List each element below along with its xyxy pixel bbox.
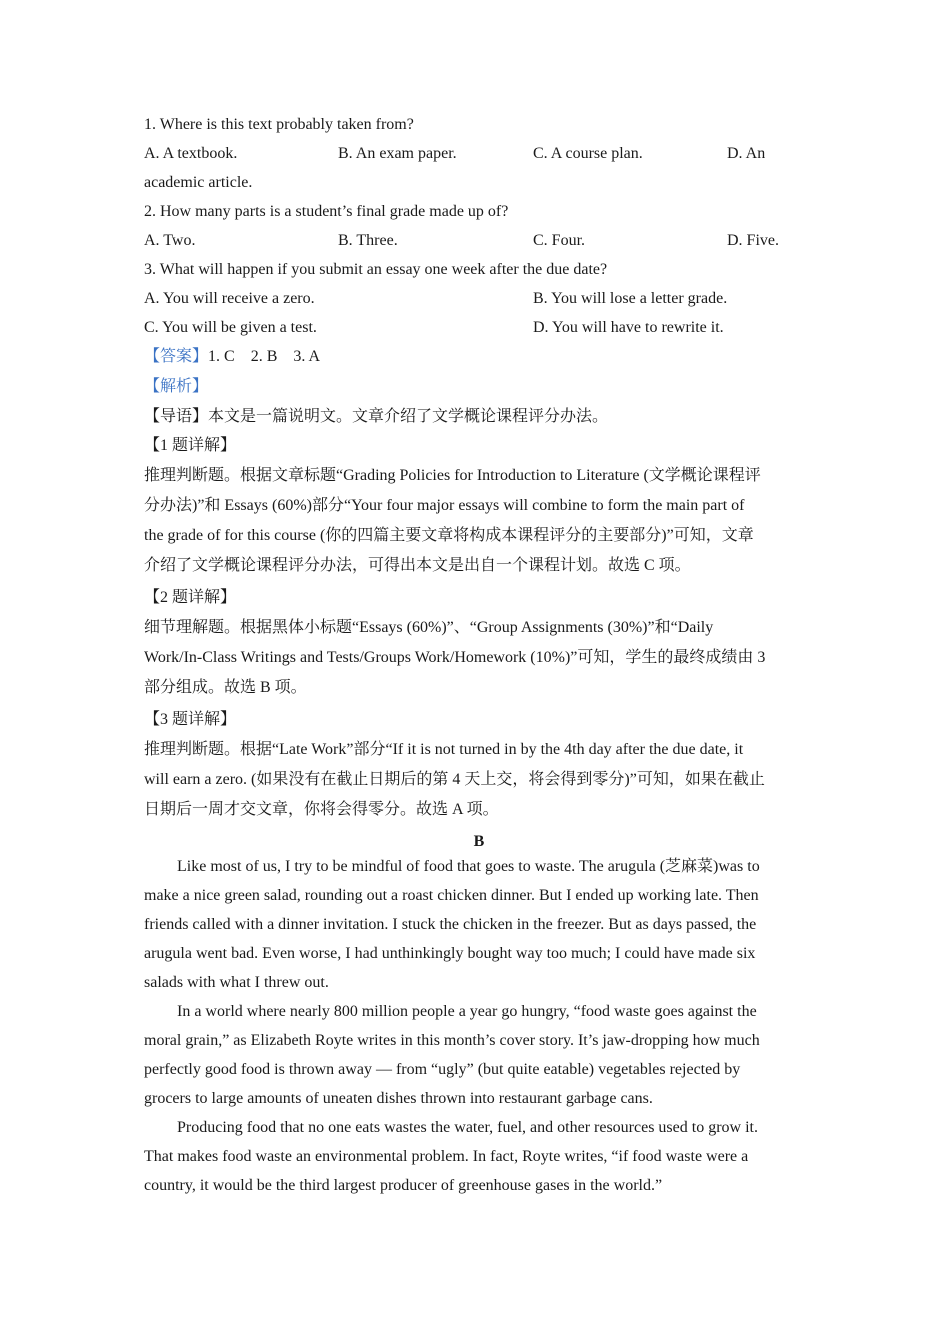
detail-2-line: 细节理解题。根据黑体小标题“Essays (60%)”、“Group Assignments (30%)”和“Daily: [144, 619, 714, 636]
section-title: B: [473, 833, 485, 850]
passage-line: In a world where nearly 800 million people a year go hungry, “food waste goes against the: [177, 1003, 757, 1020]
passage-line: That makes food waste an environmental problem. In fact, Royte writes, “if food waste were a: [144, 1148, 749, 1165]
question-2-stem: 2. How many parts is a student’s final grade made up of?: [144, 203, 509, 220]
passage-line: moral grain,” as Elizabeth Royte writes in this month’s cover story. It’s jaw-dropping how much: [144, 1032, 760, 1049]
answer-line: [144, 346, 814, 368]
question-1-option-c: C. A course plan.: [533, 145, 643, 162]
question-3-option-b: B. You will lose a letter grade.: [533, 290, 728, 307]
detail-3-line: will earn a zero. (如果没有在截止日期后的第 4 天上交，将会得到零分)”可知，如果在截止: [144, 771, 765, 788]
passage-line: salads with what I threw out.: [144, 974, 329, 991]
detail-1-title: 【1 题详解】: [144, 437, 237, 454]
question-2-option-c: C. Four.: [533, 232, 586, 249]
answer-label: 【答案】: [144, 348, 209, 365]
question-2-option-b: B. Three.: [338, 232, 398, 249]
passage-line: arugula went bad. Even worse, I had unthinkingly bought way too much; I could have made six: [144, 945, 756, 962]
analysis-label: 【解析】: [144, 378, 209, 395]
question-3-option-d: D. You will have to rewrite it.: [533, 319, 724, 336]
passage-line: grocers to large amounts of uneaten dishes thrown into restaurant garbage cans.: [144, 1090, 653, 1107]
passage-line: Producing food that no one eats wastes the water, fuel, and other resources used to grow it.: [177, 1119, 758, 1136]
detail-3-title: 【3 题详解】: [144, 711, 237, 728]
detail-3-line: 日期后一周才交文章，你将会得零分。故选 A 项。: [144, 801, 499, 818]
question-3-option-a: A. You will receive a zero.: [144, 290, 315, 307]
detail-3-line: 推理判断题。根据“Late Work”部分“If it is not turned in by the 4th day after the due date, it: [144, 741, 744, 758]
detail-2-line: 部分组成。故选 B 项。: [144, 679, 307, 696]
passage-line: Like most of us, I try to be mindful of food that goes to waste. The arugula (芝麻菜)was to: [177, 858, 760, 875]
question-1-option-a: A. A textbook.: [144, 145, 238, 162]
passage-line: country, it would be the third largest producer of greenhouse gases in the world.”: [144, 1177, 663, 1194]
question-1-option-d-wrap: academic article.: [144, 174, 253, 191]
question-1-stem: 1. Where is this text probably taken from?: [144, 116, 414, 133]
passage-line: friends called with a dinner invitation. I stuck the chicken in the freezer. But as days passed, the: [144, 916, 757, 933]
passage-line: perfectly good food is thrown away — from “ugly” (but quite eatable) vegetables rejected by: [144, 1061, 741, 1078]
question-1-option-b: B. An exam paper.: [338, 145, 457, 162]
question-3-stem: 3. What will happen if you submit an essay one week after the due date?: [144, 261, 608, 278]
guide-text: 【导语】本文是一篇说明文。文章介绍了文学概论课程评分办法。: [144, 408, 609, 425]
question-2-option-a: A. Two.: [144, 232, 196, 249]
detail-1-line: 推理判断题。根据文章标题“Grading Policies for Introduction to Literature (文学概论课程评: [144, 467, 761, 484]
answer-text: 1. C 2. B 3. A: [208, 348, 321, 365]
question-3-option-c: C. You will be given a test.: [144, 319, 317, 336]
detail-1-line: 分办法)”和 Essays (60%)部分“Your four major essays will combine to form the main part of: [144, 497, 745, 514]
detail-2-title: 【2 题详解】: [144, 589, 237, 606]
question-1-option-d: D. An: [727, 145, 766, 162]
passage-line: make a nice green salad, rounding out a roast chicken dinner. But I ended up working late. Then: [144, 887, 759, 904]
detail-2-line: Work/In-Class Writings and Tests/Groups Work/Homework (10%)”可知，学生的最终成绩由 3: [144, 649, 766, 666]
detail-1-line: the grade of for this course (你的四篇主要文章将构成本课程评分的主要部分)”可知，文章: [144, 527, 754, 544]
detail-1-line: 介绍了文学概论课程评分办法，可得出本文是出自一个课程计划。故选 C 项。: [144, 557, 691, 574]
question-2-option-d: D. Five.: [727, 232, 779, 249]
